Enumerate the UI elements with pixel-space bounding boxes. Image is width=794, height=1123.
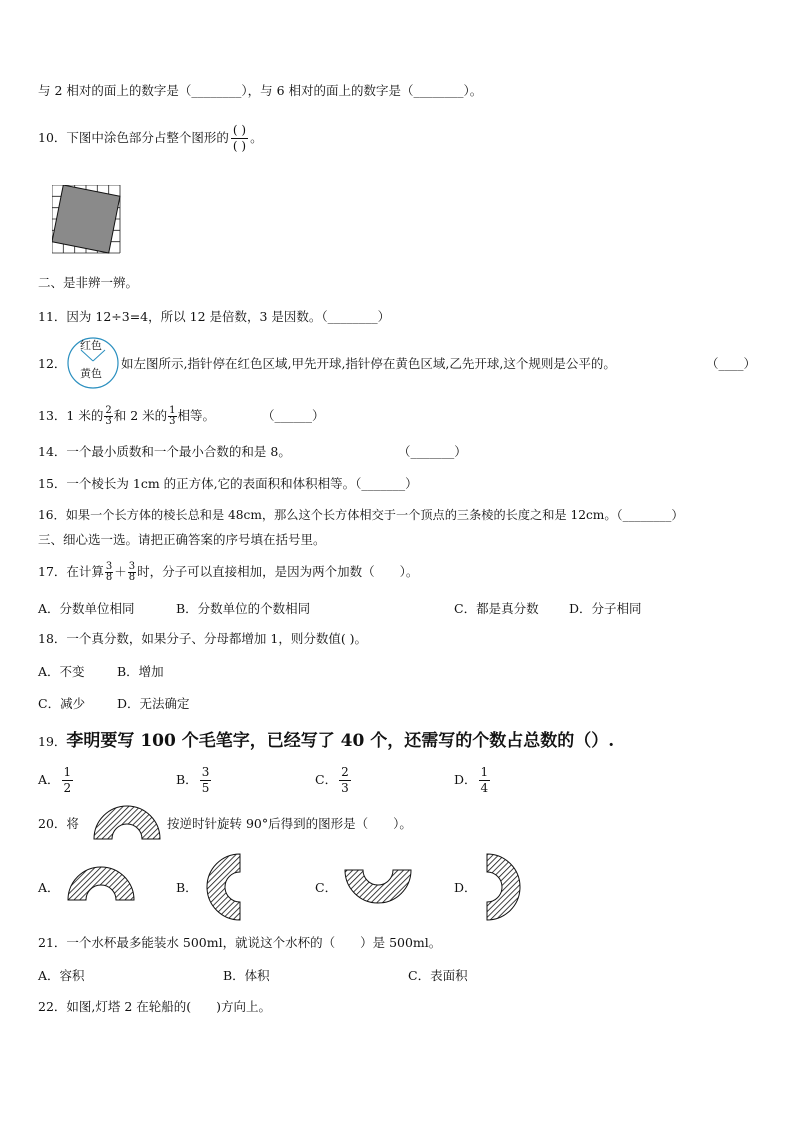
q10-fraction: ( ) ( ) — [232, 123, 247, 153]
section-3-heading: 三、细心选一选。请把正确答案的序号填在括号里。 — [38, 532, 326, 547]
q18-option-d[interactable]: D．无法确定 — [117, 696, 190, 711]
q17-option-b[interactable]: B．分数单位的个数相同 — [176, 601, 311, 616]
q20-option-b-figure[interactable] — [204, 852, 244, 922]
q12-blank: （____） — [706, 356, 757, 371]
q20-option-a[interactable]: A． — [38, 880, 60, 895]
q19-option-a[interactable]: A． $\frac{1}{2}$ — [38, 765, 72, 795]
q12-num: 12． — [38, 356, 67, 371]
q18-option-a[interactable]: A．不变 — [38, 664, 85, 679]
q14-blank: （_______） — [398, 444, 467, 459]
q13-blank: （______） — [262, 408, 325, 423]
q20-option-d[interactable]: D． — [454, 880, 477, 895]
q20-b: 按逆时针旋转 90°后得到的图形是（ ）。 — [167, 816, 412, 831]
q9-tail: 与 2 相对的面上的数字是（________），与 6 相对的面上的数字是（________）。 — [38, 83, 483, 98]
q10-grid-figure — [52, 185, 122, 255]
q10-text: 下图中涂色部分占整个图形的 — [66, 130, 229, 145]
q17-option-d[interactable]: D．分子相同 — [569, 601, 642, 616]
q19-option-d[interactable]: D． $\frac{1}{4}$ — [454, 765, 489, 795]
q18-option-c[interactable]: C．减少 — [38, 696, 86, 711]
q20-a: 20．将 — [38, 816, 79, 831]
q10-num: 10． — [38, 130, 67, 145]
q19-option-c[interactable]: C． $\frac{2}{3}$ — [315, 765, 349, 795]
shaded-square — [52, 185, 120, 253]
q21-option-b[interactable]: B．体积 — [223, 968, 270, 983]
q11: 11．因为 12÷3=4，所以 12 是倍数，3 是因数。（________） — [38, 309, 391, 324]
q21: 21．一个水杯最多能装水 500ml，就说这个水杯的（ ）是 500ml。 — [38, 935, 442, 950]
q18: 18．一个真分数，如果分子、分母都增加 1，则分数值( )。 — [38, 631, 368, 646]
spinner-label-red: 红色 — [80, 339, 102, 352]
q17: 17．在计算 $\frac{3}{8}$ ＋ $\frac{3}{8}$ 时，分子可以直接相加，是因为两个加数（ ）。 — [38, 561, 419, 583]
section-2-heading: 二、是非辨一辨。 — [38, 275, 139, 290]
q17-option-a[interactable]: A．分数单位相同 — [38, 601, 135, 616]
q20-source-arch — [92, 803, 162, 843]
q20-option-d-figure[interactable] — [484, 852, 524, 922]
q16: 16．如果一个长方体的棱长总和是 48cm，那么这个长方体相交于一个顶点的三条棱的长度之和是 12cm。（________） — [38, 508, 684, 522]
q20-option-a-figure[interactable] — [66, 862, 136, 902]
q10: 10．下图中涂色部分占整个图形的 ( ) ( ) 。 — [38, 123, 263, 153]
spinner-label-yellow: 黄色 — [80, 367, 102, 380]
q13: 13．1 米的 $\frac{2}{3}$ 和 2 米的 $\frac{1}{3}$ 相等。 — [38, 405, 216, 427]
q15: 15．一个棱长为 1cm 的正方体,它的表面积和体积相等。（_______） — [38, 476, 418, 491]
q20-option-b[interactable]: B． — [176, 880, 198, 895]
q14: 14．一个最小质数和一个最小合数的和是 8。 — [38, 444, 291, 459]
q18-option-b[interactable]: B．增加 — [117, 664, 164, 679]
q19: 19．李明要写 100 个毛笔字，已经写了 40 个，还需写的个数占总数的（）. — [38, 731, 615, 751]
q17-option-c[interactable]: C．都是真分数 — [454, 601, 539, 616]
q21-option-a[interactable]: A．容积 — [38, 968, 85, 983]
q20-option-c[interactable]: C． — [315, 880, 338, 895]
q22: 22．如图,灯塔 2 在轮船的( )方向上。 — [38, 999, 272, 1014]
q12-text: 如左图所示,指针停在红色区域,甲先开球,指针停在黄色区域,乙先开球,这个规则是公平的。 — [121, 356, 616, 371]
q20-option-c-figure[interactable] — [343, 868, 413, 908]
q21-option-c[interactable]: C．表面积 — [408, 968, 468, 983]
q19-option-b[interactable]: B． $\frac{3}{5}$ — [176, 765, 210, 795]
